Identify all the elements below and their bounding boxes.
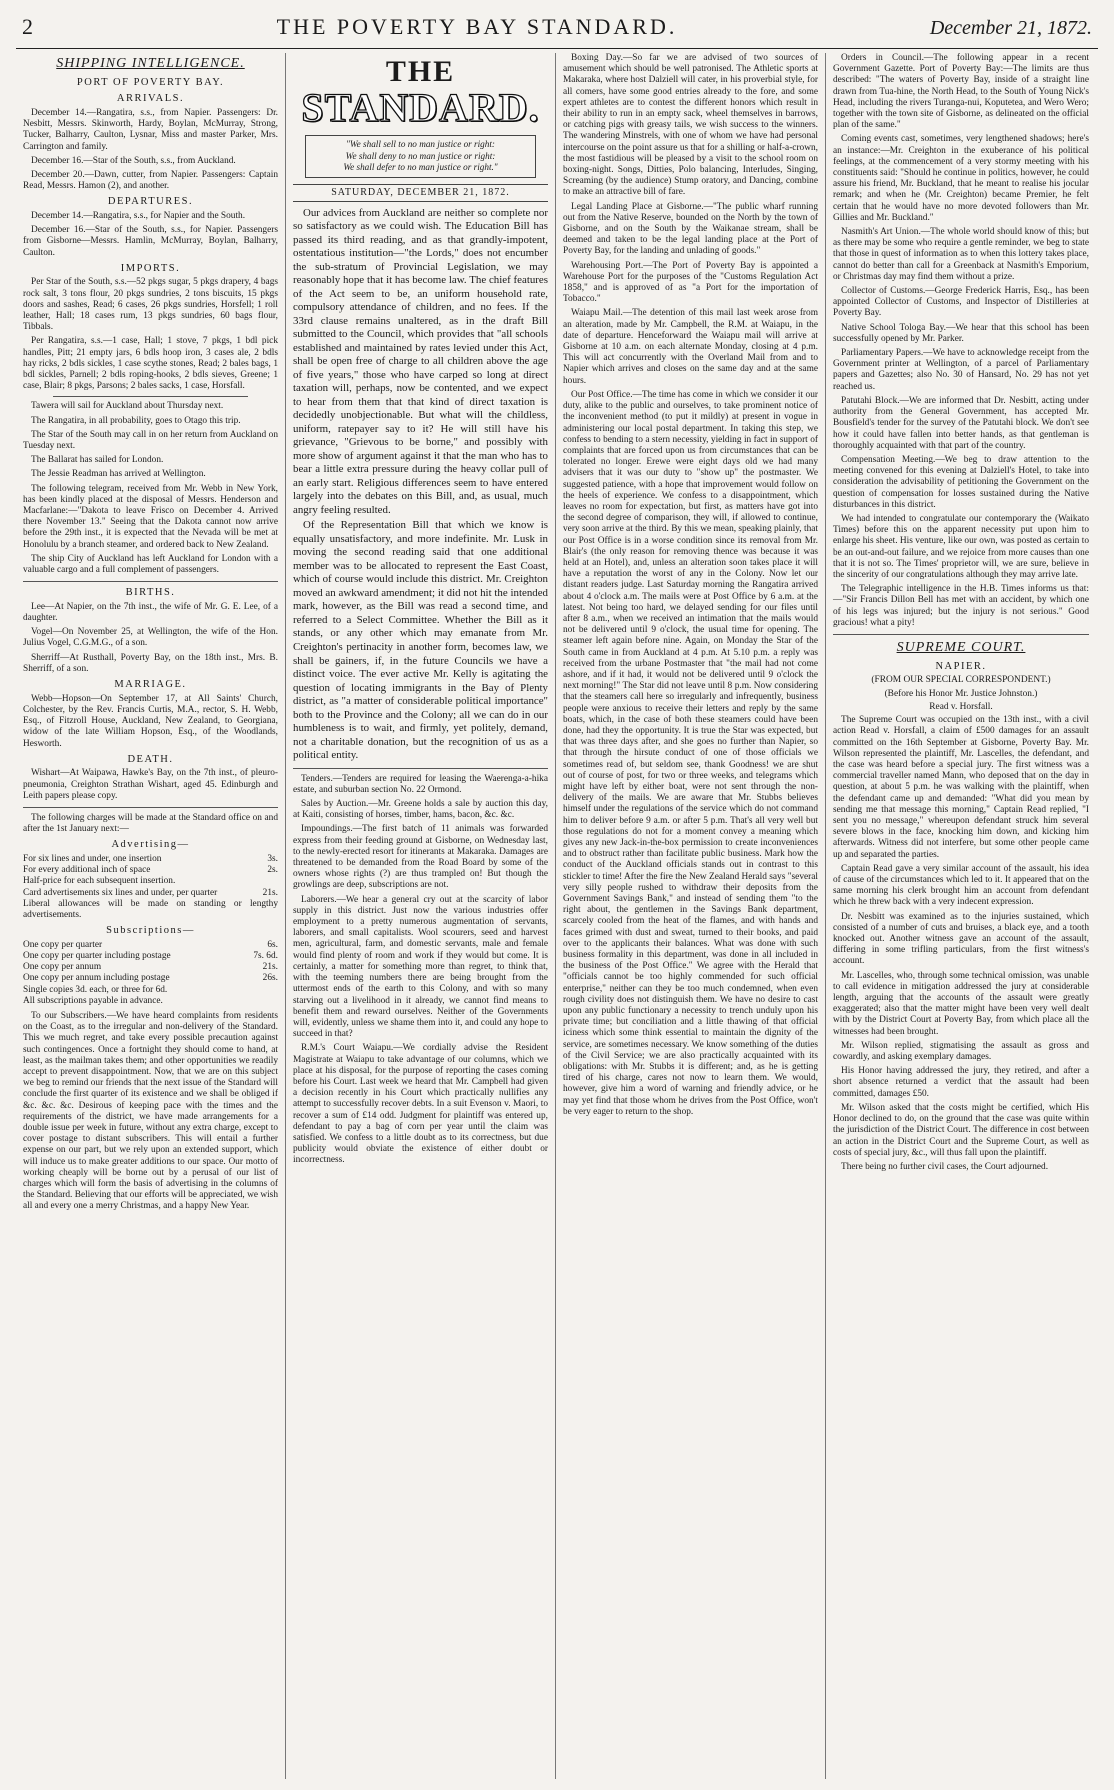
local-note: Laborers.—We hear a general cry out at the scarcity of labor supply in this district. Just now the various industries offer employment to a pretty numerous augmentation of servants, laborers, and small capitalists. Wool scourers, seed and harvest men, agricultural, farm, and domestic servants, male and female would find plenty of room and work if they would but come. It is certainly, a matter for something more than regret, to think that, with the teeming numbers there are being brought from the uttermost ends of the earth to this Colony, and with so many starving out a livelihood in it already, we cannot find means to benefit them and reward ourselves. Neither of the Governments will, evidently, unless we shame them into it, and could any hope to succeed in that? — [293, 894, 548, 1040]
rate-item: One copy per annum — [23, 962, 102, 973]
editorial-paragraph: Our advices from Auckland are neither so complete nor so satisfactory as we could wish. The Education Bill has passed its third reading, and as that grandly-impotent, ostentatious institution—"the Lords," does not encumber the sub-stratum of Provincial Legislation, we may reasonably hope that it has become law. The chief features of the Act seem to be, an uniform household rate, compulsory attendance of children, and no fees. If the 33rd clause remains unaltered, as in the draft Bill submitted to the Council, which provides that "all schools established and maintained by rates levied under this Act, shall be open free of charge to all children above the age of five years," those who have carped so long at direct taxation will, perhaps, now be contented, and we expect to hear from them that that kind of direct taxation is decidedly unobjectionable. But what will the childless, uniform, ratepayer say to it? He will still have his grievance, "Grievous to be borne," and possibly with more show of argument against it that the man who has to bear a little extra pressure during the heavy collar pull of an early start. Religious differences seem to have entered largely into the debates on this Bill, and, as usual, much angry feeling resulted. — [293, 206, 548, 516]
departure-item: December 14.—Rangatira, s.s., for Napier and the South. — [31, 211, 246, 221]
editorial-paragraph: Of the Representation Bill that which we know is equally unsatisfactory, and more indefinite. Mr. Lusk in moving the second reading said that one additional member was to be allocated to represent the East Coast, which of course would include this district. Mr. Creighton moved an awkward amendment; it did not hit the intended mark, however, as the Bill was read a second time, and referred to a Select Committee. Whether the Bill as it stands, or any other which may emanate from Mr. Creighton's pertinacity in another form, becomes law, we shall be gainers, if, in the future Councils we have a distinct voice. The ever active Mr. Kelly is agitating the question of locating immigrants in the Bay of Plenty district, as "a matter of considerable political importance" both to the Province and the Colony; all we can do in our humbleness is to wait, and firmly, yet politely, demand, not a charitable donation, but the recognition of us as a political entity. — [293, 519, 548, 762]
import-item: Per Rangatira, s.s.—1 case, Hall; 1 stove, 7 pkgs, 1 bdl pick handles, Pitt; 21 empty jars, 6 bdls hoop iron, 3 cases ale, 2 bdls hay ricks, 2 bdls sickles, 1 case scythe stones, Read; 2 bales bags, 1 bdl sickles, Parnell; 2 bdls roping-hooks, 2 bdls sieves, Greene; 1 case, Blair; 8 pkgs, Parsons; 2 bales sacks, 1 case, Horsfall. — [23, 336, 278, 392]
court-paragraph: Dr. Nesbitt was examined as to the injuries sustained, which consisted of a number of cuts and bruises, a black eye, and a tooth knocked out. Another witness gave an account of the assault, differing in some trifling particulars, from the first witness's account. — [833, 911, 1089, 967]
court-paragraph: There being no further civil cases, the Court adjourned. — [841, 1161, 1049, 1172]
marriage-notice: Webb—Hopson—On September 17, at All Saints' Church, Colchester, by the Rev. Francis Curtis, M.A., rector, S. H. Webb, Esq., of Fitzroll House, Auckland, New Zealand, to Georgiana, widow of the late William Hopson, Esq., of the Woodlands, Hesworth. — [23, 693, 278, 749]
rate-row — [23, 865, 278, 876]
napier-heading: NAPIER. — [935, 660, 987, 672]
charges-intro: The following charges will be made at the Standard office on and after the 1st January next:— — [23, 812, 278, 835]
imports-heading: IMPORTS. — [120, 262, 181, 274]
rate-row — [23, 985, 278, 996]
divider — [23, 807, 278, 808]
marriage-heading: MARRIAGE. — [114, 679, 187, 691]
issue-date: December 21, 1872. — [929, 17, 1092, 39]
motto-line: We shall deny to no man justice or right: — [345, 150, 496, 161]
post-office-article: Our Post Office.—The time has come in which we consider it our duty, alike to the public and ourselves, to take prominent notice of the inconvenient method (to put it mildly) at present in vogue in administering our local postal department. In taking this step, we confess to bending to a stern necessity, yielding in fact in support of complaints that are forced upon us from circumstances that can be tolerated no longer. Erewe were eight days old we had many advisers that it was our duty to "show up" the postmaster. We suggested patience, with a hope that improvement would follow on the heels of experience. We confess to a disappointment, which leaves no room for expectation, but first, as matters have got into the second degree of comparison, they will, if allowed to continue, very soon arrive at the third. By this we mean, speaking plainly, that our Post Office is in a worse condition since its removal from Mr. Blair's (the only reason for removing thence was because it was held at an Hotel), and, unless an alteration soon takes place it will have a reputation the worst of any in the Colony. Now let our distant readers judge. Last Saturday morning the Rangatira arrived about 4 o'clock a.m. The mails were at Post Office by 6 a.m. at the latest. Not being too hard, we delayed sending for our files until after 8 a.m., when we received an intimation that the mails would not be delivered until 9 o'clock, the usual time for opening. The steamer left again before nine. Again, on Monday the Star of the South came in from Auckland at 4 p.m. At 5.10 p.m. a reply was received from the urbane Postmaster that "the mail had not come ashore, and if it had, it would not be delivered until 9 o'clock the next morning!" The Star did not leave until 8 p.m. Now considering that the steamers call here so irregularly and infrequently, business people were anxious to receive their letters and reply by the same boats, which, in the case of both these steamers could have been done, had they the opportunity. It is true the Star was expected, but that was three days after, and she goes no further than Napier, so that through the hirsute conduct of one of those officials we sometimes read of, but seldom see, thank Goodness! we are shut out of course of post, for two or three weeks, and telegrams which might have left by either boat, were not sent through the non-delivery of the mails. We are aware that Mr. Stubbs believes himself under the regulations of the service which do not command him to deliver before 9 a.m. or after 5 p.m. That's all very well but those regulations do not for a moment convey a meaning which gives any new Jack-in-the-box permission to create inconveniences and to obstruct rather than facilitate public business. Mark how the conduct of the Auckland officials stands out in contrast to this stickler to time! After the fire the New Zealand Herald says "several very silly people rushed to withdraw their deposits from the Government Savings Bank," and instead of sending them "to the right about, the gentlemen in the Savings Bank department, scarcely cooled from the heat of the flames, and with hands and faces grimed with dust and sweat, turned to their books, and paid over to the applicants their balances. What was done with such business formality in this department, was done in all included in the business of the Post Office." We agree with the Herald that "officials cannot be too highly commended for such official enterprise," neither can they be too much condemned, when even rough civility does not distinguish them. We have no desire to cast upon any public functionary a necessity to trench unduly upon his private time; but conciliation and a little thawing of that official iciness which some think essential to maintain the dignity of the service, are sometimes necessary. We know something of the duties of the Civil Service; we are also practically acquainted with its obligations: with Mr. Stubbs it is different; and, as he is getting tired of his charge, cares not now to learn them. We would, however, give him a word of warning and friendly advice, or he may yet find that those whom he drives from the Post Office, won't be very eager to return to the shop. — [563, 389, 818, 1117]
shipping-note: The Ballarat has sailed for London. — [31, 455, 164, 466]
divider — [293, 768, 548, 769]
rate-price: 7s. 6d. — [253, 950, 278, 961]
editorial-body — [293, 207, 548, 763]
port-heading: PORT OF POVERTY BAY. — [76, 76, 225, 88]
rate-row — [23, 996, 278, 1007]
arrival-item: December 14.—Rangatira, s.s., from Napier. Passengers: Dr. Nesbitt, Messrs. Skinworth, Hardy, Boylan, McMurray, Strong, Tucker, Balharry, Caulton, Lysnar, Miss and master Parker, Mrs. Carrington and family. — [23, 107, 278, 152]
motto-box — [305, 135, 536, 178]
newspaper-title: THE POVERTY BAY STANDARD. — [276, 14, 678, 39]
shipping-note: Tawera will sail for Auckland about Thursday next. — [31, 401, 224, 412]
court-paragraph: Mr. Lascelles, who, through some technical omission, was unable to call evidence in mitigation addressed the jury at considerable length, arguing that the accounts of the assault were greatly exaggerated; also that the matter might have been very well dealt with by the District Court at Poverty Bay, from which place all the witnesses had been brought. — [833, 970, 1089, 1037]
rate-price: 26s. — [262, 973, 278, 984]
case-title: Read v. Horsfall. — [929, 701, 993, 712]
local-note: R.M.'s Court Waiapu.—We cordially advise the Resident Magistrate at Waiapu to take advantage of our columns, which we place at his disposal, for the purpose of reporting the cases coming before his Court. Last week we heard that Mr. Campbell had given a decision recently in his Court which practically nullifies any attempt to successfully recover debts. In a suit Evenson v. Maori, to recover a sum of £14 odd. Judgment for plaintiff was entered up, defendant to pay a bag of corn per year until the claim was satisfied. We confess to a little doubt as to its correctness, but due publicity would obviate the existence of either doubt or incorrectness. — [293, 1043, 548, 1166]
motto-line: "We shall sell to no man justice or right: — [346, 139, 495, 149]
divider — [23, 581, 278, 582]
rate-price: 6s. — [267, 939, 278, 950]
motto-line: We shall defer to no man justice or right." — [343, 162, 498, 172]
divider — [53, 396, 248, 397]
editorial-banner — [293, 57, 548, 129]
rate-item: For every additional inch of space — [23, 865, 151, 876]
arrival-item: December 16.—Star of the South, s.s., from Auckland. — [31, 155, 236, 166]
page-number: 2 — [22, 14, 33, 39]
local-note: Orders in Council.—The following appear in a recent Government Gazette. Port of Poverty Bay:—The limits are thus described: "The waters of Poverty Bay, inside of a straight line drawn from Tua-hine, the North Head, to the South of Young Nick's Head, including the rivers Turanga-nui, Koputetea, and Wero Wero; together with the town site of Gisborne, as delineated on the official plan of the same." — [833, 53, 1089, 131]
import-item: Per Star of the South, s.s.—52 pkgs sugar, 5 pkgs drapery, 4 bags rock salt, 3 tons flour, 20 pkgs sundries, 2 tons biscuits, 15 pkgs doors and sashes, Read; 6 cases, 26 pkgs sundries, Horsfell; 1 roll leather, Hall; 18 cases rum, 13 pkgs sundries, 60 bags flour, Tibbals. — [23, 277, 278, 333]
births-heading: BIRTHS. — [125, 587, 176, 599]
to-subscribers-notice: To our Subscribers.—We have heard complaints from residents on the Coast, as to the irregular and non-delivery of the Standard. This we much regret, and take every possible precaution against such contingences. Once a fortnight they should come to hand, at least, as the mailman takes them; and other opportunities we readily accept to prevent disappointment. Now, that we are on this subject we beg to remind our friends that the next issue of the Standard will conclude the first quarter of its existence and we shall be obliged if &c. &c. &c. Desirous of keeping pace with the times and the requirements of the district, we have made arrangements for a double issue per week in future, without any extra charge, except to cover postage to distant subscribers. This will entail a further expense on our part, but we rely upon an extended support, which will induce us to make greater additions to our space. Our motto of working cheaply will be borne out by a perusal of our list of charges which will form the basis of advertising in the columns of the Standard. Believing that our efforts will be appreciated, we wish all and every one a merry Christmas, and a happy New Year. — [23, 1010, 278, 1212]
rate-price: 21s. — [262, 887, 278, 898]
local-note: Waiapu Mail.—The detention of this mail last week arose from an alteration, made by Mr. Campbell, the R.M. at Waiapu, in the date of departure. Henceforward the Waiapu mail will arrive at Gisborne at 10 a.m. on each alternate Monday, closing at 4 p.m. This will act concurrently with the Overland Mail from and to Napier which arrives and closes on the same day and at the same hours. — [563, 308, 818, 386]
death-heading: DEATH. — [127, 753, 174, 765]
birth-notice: Sherriff—At Rusthall, Poverty Bay, on the 18th inst., Mrs. B. Sherriff, of a son. — [23, 652, 278, 674]
court-paragraph: Mr. Wilson replied, stigmatising the assault as gross and cowardly, and asking exemplary damages. — [833, 1040, 1089, 1063]
shipping-note: The Rangatira, in all probability, goes to Otago this trip. — [31, 415, 241, 426]
arrival-item: December 20.—Dawn, cutter, from Napier. Passengers: Captain Read, Messrs. Hamon (2), and another. — [23, 170, 278, 192]
rate-row — [23, 888, 278, 899]
birth-notice: Vogel—On November 25, at Wellington, the wife of the Hon. Julius Vogel, C.G.M.G., of a son. — [23, 627, 278, 649]
rate-item: Half-price for each subsequent insertion. — [23, 876, 176, 887]
departures-heading: DEPARTURES. — [107, 196, 194, 208]
banner-standard: STANDARD. — [301, 85, 540, 130]
departure-item: December 16.—Star of the South, s.s., for Napier. Passengers from Gisborne—Messrs. Hamlin, McMurray, Boylan, Balharry, Caulton. — [23, 225, 278, 258]
local-note: Impoundings.—The first batch of 11 animals was forwarded express from their feeding ground at Gisborne, on Wednesday last, to the newly-erected resort for itinerants at Makaraka. Damages are threatened to be demanded from the Road Board by some of the owners whose rights (?) are thus trampled on! But though the growlings are deep, subscriptions are not. — [293, 824, 548, 891]
editorial-dateline: SATURDAY, DECEMBER 21, 1872. — [293, 184, 548, 202]
local-note: Native School Tologa Bay.—We hear that this school has been successfully opened by Mr. Parker. — [833, 322, 1089, 344]
local-note: Parliamentary Papers.—We have to acknowledge receipt from the Government printer at Wellington, of a parcel of Parliamentary papers and Gazettes; also No. 30 of Hansard, No. 29 has not yet reached us. — [833, 348, 1089, 392]
local-note: Patutahi Block.—We are informed that Dr. Nesbitt, acting under authority from the General Government, has accepted Mr. Bousfield's tender for the survey of the Patutahi block. We don't see how it could have fallen into better hands, as that gentleman is thoroughly acquainted with that part of the country. — [833, 395, 1089, 451]
column-2 — [286, 53, 556, 1779]
local-note: Collector of Customs.—George Frederick Harris, Esq., has been appointed Collector of Customs, and Inspector of Distilleries at Poverty Bay. — [833, 286, 1089, 319]
rate-item: Single copies 3d. each, or three for 6d. — [23, 984, 168, 995]
rate-item: All subscriptions payable in advance. — [23, 995, 163, 1006]
court-paragraph: Mr. Wilson asked that the costs might be certified, which His Honor declined to do, on the ground that the case was quite within the jurisdiction of the District Court. The difference in cost between an action in the District Court and the Supreme Court, as well as costs of special jury, &c., will thus fall upon the plaintiff. — [833, 1102, 1089, 1158]
local-note: Tenders.—Tenders are required for leasing the Waerenga-a-hika estate, and suburban section No. 22 Ormond. — [293, 773, 548, 795]
rate-row — [23, 899, 278, 921]
masthead — [16, 14, 1098, 49]
rate-item: Card advertisements six lines and under, per quarter — [23, 887, 218, 898]
rate-item: One copy per quarter including postage — [23, 950, 171, 961]
divider — [833, 634, 1089, 635]
rate-row — [23, 951, 278, 962]
rate-price: 21s. — [262, 962, 278, 973]
local-note: The Telegraphic intelligence in the H.B. Times informs us that:—"Sir Francis Dillon Bell has met with an accident, by which one of his legs was injured; but the injury is not serious." Good gracious! what a pity! — [833, 584, 1089, 628]
local-note: Compensation Meeting.—We beg to draw attention to the meeting convened for this evening at Dalziell's Hotel, to take into consideration the advisability of petitioning the Government on the question of compensation for losses sustained during the Native disturbances in this district. — [833, 454, 1089, 510]
rate-price: 3s. — [267, 853, 278, 864]
shipping-heading: SHIPPING INTELLIGENCE. — [56, 56, 245, 71]
column-1 — [16, 53, 286, 1779]
court-caption: (Before his Honor Mr. Justice Johnston.) — [884, 688, 1038, 699]
rate-item: Liberal allowances will be made on standing or lengthy advertisements. — [23, 898, 278, 920]
local-note: Warehousing Port.—The Port of Poverty Bay is appointed a Warehouse Port for the purposes of the "Customs Regulation Act 1858," and is approved of as "a Port for the importation of Tobacco." — [563, 260, 818, 305]
local-note: We had intended to congratulate our contemporary the (Waikato Times) before this on the apparent necessity put upon him to enlarge his sheet. His venture, like our own, was posted as certain to be an out-and-out failure, and we rejoice from more causes than one that it is not so. The Times' proprietor will, we are sure, believe in the sincerity of our congratulations although they may arrive late. — [833, 513, 1089, 580]
death-notice: Wishart—At Waipawa, Hawke's Bay, on the 7th inst., of pleuro-pneumonia, Creighton Strathan Wishart, aged 45. Edinburgh and Leith papers please copy. — [23, 768, 278, 801]
arrivals-heading: ARRIVALS. — [116, 93, 185, 105]
local-note: Nasmith's Art Union.—The whole world should know of this; but as there may be some who require a gentle reminder, we beg to state that those in quest of information as to when this lottery takes place, cannot do better than call for a Greenback at Nasmith's Emporium, or Christmas day may find them without a prize. — [833, 227, 1089, 282]
shipping-note: The ship City of Auckland has left Auckland for London with a valuable cargo and a full complement of passengers. — [23, 553, 278, 576]
court-paragraph: Captain Read gave a very similar account of the assault, his idea of cause of the circumstances which led to it. It appeared that on the same morning his clerk brought him an account from defendant which he threw back with a very indecent expression. — [833, 863, 1089, 908]
court-paragraph: His Honor having addressed the jury, they retired, and after a short absence returned a verdict that the assault had been committed, damages £50. — [833, 1066, 1089, 1099]
rate-row — [23, 876, 278, 887]
subscriptions-heading: Subscriptions— — [106, 925, 195, 937]
shipping-note: The Jessie Readman has arrived at Wellington. — [31, 469, 206, 480]
court-paragraph: The Supreme Court was occupied on the 13th inst., with a civil action Read v. Horsfall, a claim of £500 damages for an assault committed on the 16th September at Gisborne, Poverty Bay. Mr. Wilson represented the plaintiff, Mr. Lascelles, the defendant, and the case was heard before a special jury. The first witness was a commercial traveller named Mann, who deposed that on the day in question, at about 5 p.m. he was walking with the plaintiff, when the defendant came up and demanded: "What did you mean by sending me that message this morning," Captain Read replied, "I sent you no message," whereupon defendant struck him several severe blows in the face, knocking him down, and kicking him afterwards. Witness did not interfere, but some other people came up and separated the parties. — [833, 715, 1089, 860]
rate-row — [23, 940, 278, 951]
rate-item: One copy per annum including postage — [23, 973, 170, 984]
rate-price: 2s. — [267, 865, 278, 876]
local-note: Boxing Day.—So far we are advised of two sources of amusement which should be well patronised. The Athletic sports at Makaraka, where host Dalziell will cater, in his proverbial style, for all comers, have some good entries already to the fore, and some expert athletes are to contest the different honors which result in their ability to run in an empty sack, wheel themselves in barrows, or catching pigs with greasy tails, we wish success to the winners. The wandering Minstrels, with one of whom we have had personal intercourse on the point assure us that for a shilling or half-a-crown, the most fastidious will be pleased by a visit to the school room on boxing-night. Songs, Ditties, Polo balancing, Interludes, Singing, Screaming (by the audience) Stump oratory, and Dancing, combine to make an attractive bill of fare. — [563, 53, 818, 198]
local-note: Coming events cast, sometimes, very lengthened shadows; here's an instance:—Mr. Creighton in the exuberance of his political feelings, at the commencement of a very stormy meeting with his constituents said: "Should he continue in politics, however, he could assure his friend, Mr. Buckland, that he meant to realise his jocular remark; and when he (Mr. Creighton) became Premier, he felt certain that he would have no more devoted followers than Mr. Gillies and Mr. Buckland." — [833, 134, 1089, 223]
column-4 — [826, 53, 1096, 1779]
court-caption: (FROM OUR SPECIAL CORRESPONDENT.) — [871, 675, 1051, 686]
local-note: Legal Landing Place at Gisborne.—"The public wharf running out from the Native Reserve, bounded on the North by the town of Gisborne, and on the South by the Waikanae stream, shall be deemed and taken to be the legal landing place at the Port of Poverty Bay, for the landing and unlading of goods." — [563, 201, 818, 257]
rate-item: For six lines and under, one insertion — [23, 853, 162, 864]
column-3 — [556, 53, 826, 1779]
birth-notice: Lee—At Napier, on the 7th inst., the wife of Mr. G. E. Lee, of a daughter. — [23, 601, 278, 624]
advertising-heading: Advertising— — [111, 839, 190, 851]
rate-row — [23, 973, 278, 984]
shipping-note: The Star of the South may call in on her return from Auckland on Tuesday next. — [23, 429, 278, 452]
rate-row — [23, 854, 278, 865]
rate-item: One copy per quarter — [23, 939, 103, 950]
banner-the: THE — [385, 55, 456, 88]
supreme-court-heading: SUPREME COURT. — [896, 639, 1026, 655]
rate-row — [23, 962, 278, 973]
local-note: Sales by Auction.—Mr. Greene holds a sale by auction this day, at Kaiti, consisting of horses, timber, hams, bacon, &c. &c. — [293, 799, 548, 821]
shipping-note: The following telegram, received from Mr. Webb in New York, has been kindly placed at the disposal of Messrs. Henderson and Macfarlane:—"Dakota to leave Frisco on December 4. Arrived there November 13." Seeing that the Dakota cannot now arrive before the 29th inst., it is expected that the Nevada will be met at Honolulu by a branch steamer, and ordered back to New Zealand. — [23, 483, 278, 550]
